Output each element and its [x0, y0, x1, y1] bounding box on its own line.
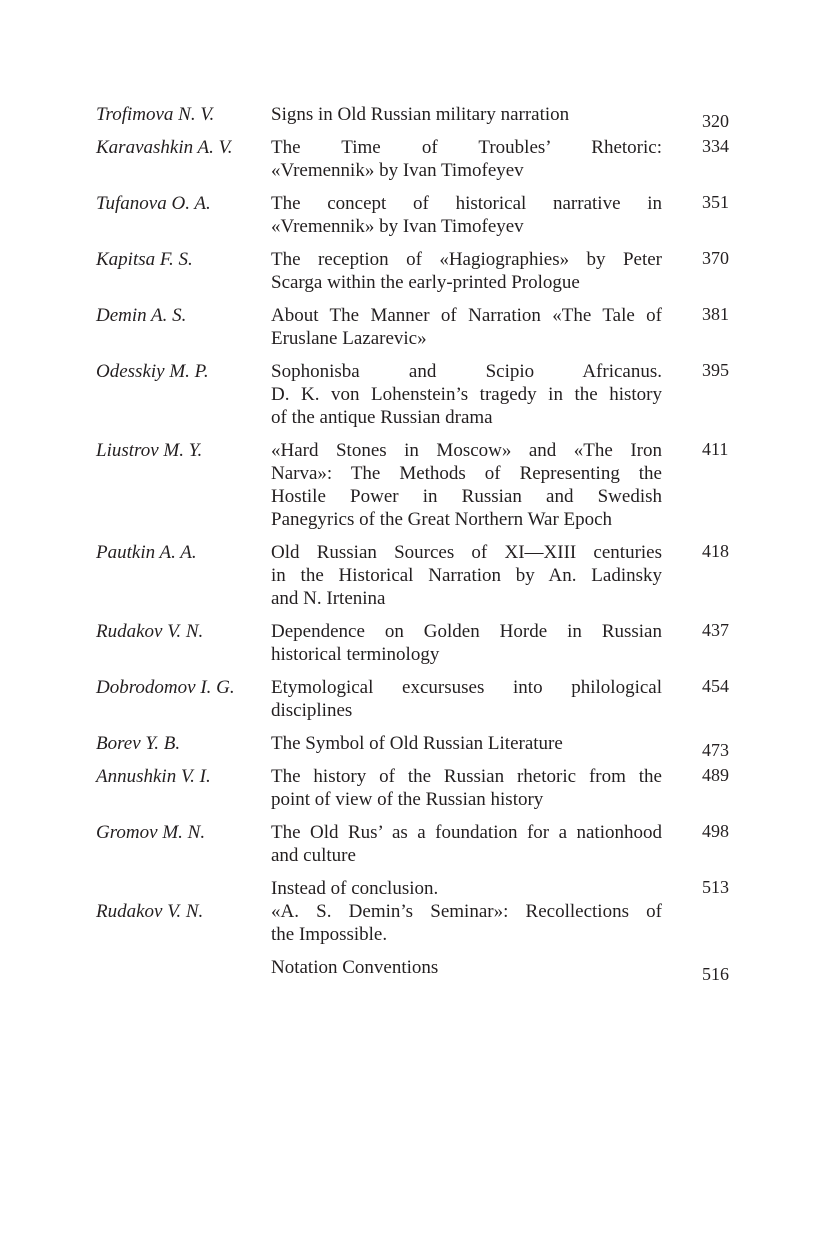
toc-page-number: 516 [702, 964, 729, 984]
table-of-contents [0, 103, 827, 989]
toc-title-line: «Vremennik» by Ivan Timofeyev [271, 216, 524, 237]
toc-entry [0, 765, 827, 811]
toc-title-line: Notation Conventions [271, 957, 439, 978]
toc-author: Annushkin V. I. [96, 766, 211, 787]
toc-title [271, 439, 662, 531]
toc-page-number: 334 [702, 136, 729, 156]
toc-page-number: 489 [702, 765, 729, 785]
toc-title [271, 248, 662, 294]
toc-title-line: D. K. von Lohenstein’s tragedy in the history [271, 384, 662, 405]
toc-title-line: the Impossible. [271, 924, 388, 945]
toc-title-line: and culture [271, 845, 356, 866]
toc-page-number: 370 [702, 248, 729, 268]
toc-title [271, 732, 662, 755]
toc-title-line: Dependence on Golden Horde in Russian [271, 621, 662, 642]
toc-title-line: Etymological excursuses into philological [271, 677, 662, 698]
toc-entry [0, 360, 827, 429]
toc-author: Gromov M. N. [96, 822, 206, 843]
toc-title-line: The reception of «Hagiographies» by Peter [271, 249, 662, 270]
toc-entry [0, 248, 827, 294]
toc-title-line: Hostile Power in Russian and Swedish [271, 486, 662, 507]
toc-entry [0, 676, 827, 722]
toc-title-line: Panegyrics of the Great Northern War Epoch [271, 509, 613, 530]
toc-entry [0, 732, 827, 760]
toc-page-number: 395 [702, 360, 729, 380]
toc-title-line: Old Russian Sources of XI—XIII centuries [271, 542, 662, 563]
toc-entry [0, 439, 827, 531]
toc-page-number: 320 [702, 111, 729, 131]
toc-page-number: 351 [702, 192, 729, 212]
toc-title [271, 765, 662, 811]
toc-title [271, 304, 662, 350]
toc-title [271, 877, 662, 946]
toc-author: Odesskiy M. P. [96, 361, 209, 382]
toc-title-line: Instead of conclusion. [271, 878, 439, 899]
toc-author: Dobrodomov I. G. [96, 677, 235, 698]
toc-entry [0, 821, 827, 867]
toc-title-line: Eruslane Lazarevic» [271, 328, 427, 349]
toc-title-line: disciplines [271, 700, 353, 721]
toc-entry [0, 103, 827, 131]
toc-entry [0, 877, 827, 946]
toc-entry [0, 136, 827, 182]
toc-author: Liustrov M. Y. [96, 440, 203, 461]
toc-author: Kapitsa F. S. [96, 249, 193, 270]
toc-title [271, 821, 662, 867]
toc-author: Tufanova O. A. [96, 193, 211, 214]
toc-title-line: The Symbol of Old Russian Literature [271, 733, 563, 754]
toc-title-line: historical terminology [271, 644, 440, 665]
toc-page-number: 411 [702, 439, 729, 459]
toc-title-line: The concept of historical narrative in [271, 193, 662, 214]
toc-page-number: 381 [702, 304, 729, 324]
toc-title-line: Sophonisba and Scipio Africanus. [271, 361, 662, 382]
toc-page-number: 418 [702, 541, 729, 561]
toc-entry [0, 620, 827, 666]
toc-title-line: Scarga within the early-printed Prologue [271, 272, 580, 293]
toc-title [271, 620, 662, 666]
toc-author: Trofimova N. V. [96, 104, 215, 125]
toc-title-line: The Old Rus’ as a foundation for a nationhood [271, 822, 662, 843]
toc-page-number: 454 [702, 676, 729, 696]
toc-page-number: 437 [702, 620, 729, 640]
toc-page-number: 513 [702, 877, 729, 897]
toc-title-line: Signs in Old Russian military narration [271, 104, 570, 125]
toc-title [271, 360, 662, 429]
toc-title [271, 103, 662, 126]
toc-title-line: Narva»: The Methods of Representing the [271, 463, 662, 484]
toc-title [271, 956, 662, 979]
toc-page-number: 498 [702, 821, 729, 841]
toc-title [271, 136, 662, 182]
toc-title-line: «A. S. Demin’s Seminar»: Recollections of [271, 901, 662, 922]
toc-author: Rudakov V. N. [96, 621, 204, 642]
toc-entry [0, 956, 827, 984]
toc-entry [0, 541, 827, 610]
toc-author: Karavashkin A. V. [96, 137, 233, 158]
toc-title-line: «Hard Stones in Moscow» and «The Iron [271, 440, 662, 461]
toc-page-number: 473 [702, 740, 729, 760]
toc-title-line: The Time of Troubles’ Rhetoric: [271, 137, 662, 158]
toc-title-line: point of view of the Russian history [271, 789, 544, 810]
toc-author: Demin A. S. [96, 305, 187, 326]
toc-title-line: About The Manner of Narration «The Tale of [271, 305, 662, 326]
toc-title-line: «Vremennik» by Ivan Timofeyev [271, 160, 524, 181]
toc-author: Pautkin A. A. [96, 542, 197, 563]
toc-entry [0, 192, 827, 238]
toc-title-line: of the antique Russian drama [271, 407, 493, 428]
toc-entry [0, 304, 827, 350]
toc-author: Borev Y. B. [96, 733, 181, 754]
toc-title-line: and N. Irtenina [271, 588, 386, 609]
toc-title [271, 541, 662, 610]
toc-author: Rudakov V. N. [96, 901, 204, 922]
toc-title [271, 676, 662, 722]
toc-title-line: in the Historical Narration by An. Ladinsky [271, 565, 662, 586]
toc-title-line: The history of the Russian rhetoric from the [271, 766, 662, 787]
toc-title [271, 192, 662, 238]
